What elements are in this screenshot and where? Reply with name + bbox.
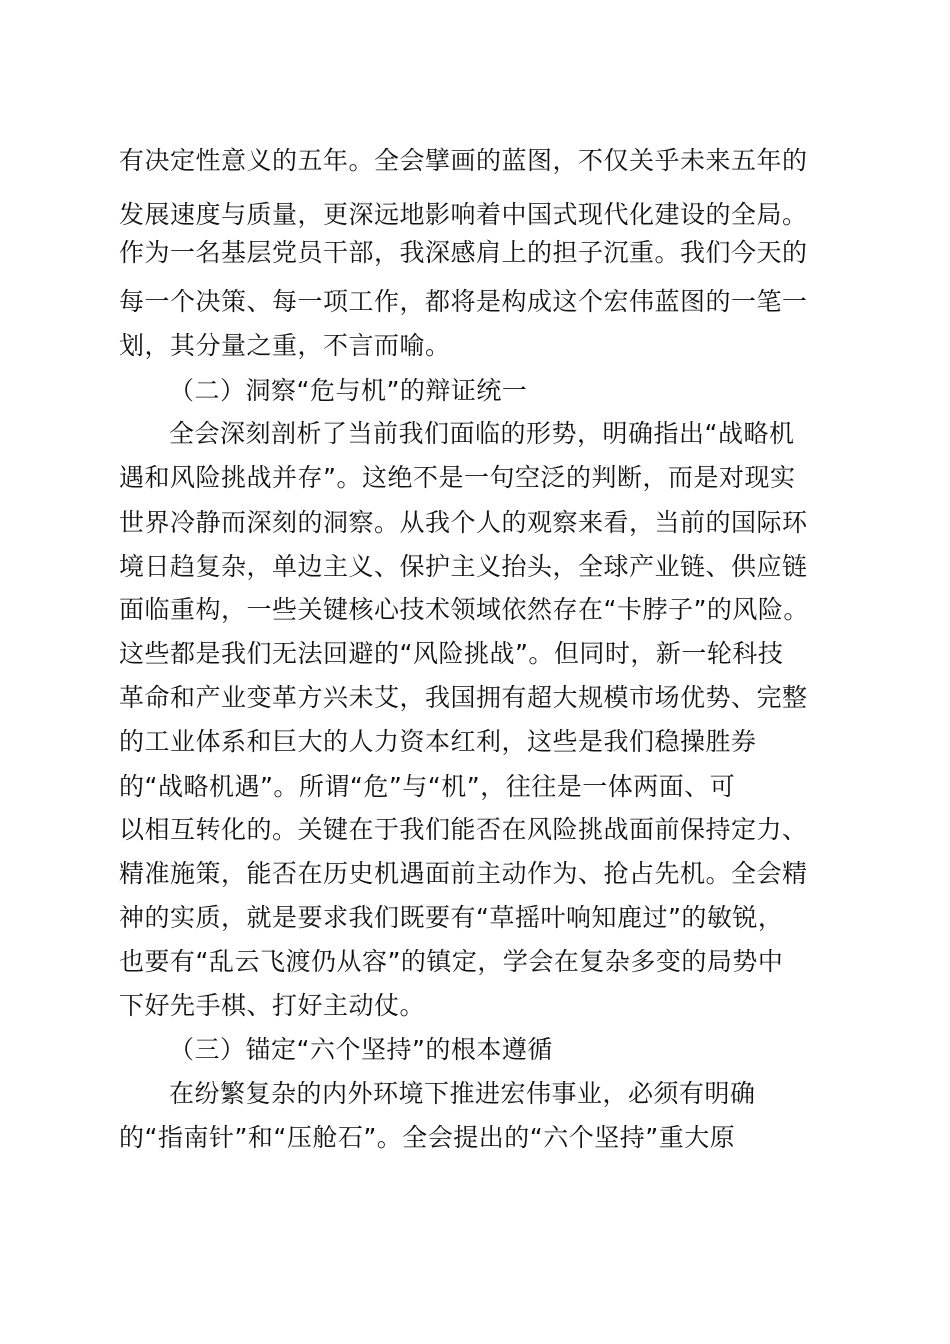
text-line: 面临重构，一些关键核心技术领域依然存在“卡脖子”的风险。 (119, 595, 809, 624)
text-line: 以相互转化的。关键在于我们能否在风险挑战面前保持定力、 (119, 815, 808, 844)
text-line: 的“战略机遇”。所谓“危”与“机”，往往是一体两面、可 (119, 772, 736, 801)
text-line: 神的实质，就是要求我们既要有“草摇叶响知鹿过”的敏锐， (119, 903, 784, 932)
text-line: 划，其分量之重，不言而喻。 (119, 331, 451, 360)
text-line: 这些都是我们无法回避的“风险挑战”。但同时，新一轮科技 (119, 639, 784, 668)
text-line: 有决定性意义的五年。全会擘画的蓝图，不仅关乎未来五年的 (119, 146, 808, 175)
text-line: 的工业体系和巨大的人力资本红利，这些是我们稳操胜券 (119, 727, 757, 756)
text-line: 精准施策，能否在历史机遇面前主动作为、抢占先机。全会精 (119, 859, 808, 888)
text-line: 下好先手棋、打好主动仗。 (119, 991, 426, 1020)
text-line: 也要有“乱云飞渡仍从容”的镇定，学会在复杂多变的局势中 (119, 947, 784, 976)
text-line: 革命和产业变革方兴未艾，我国拥有超大规模市场优势、完整 (119, 683, 808, 712)
text-line: 境日趋复杂，单边主义、保护主义抬头，全球产业链、供应链 (119, 552, 808, 581)
text-line: 作为一名基层党员干部，我深感肩上的担子沉重。我们今天的 (119, 238, 808, 267)
text-line: 发展速度与质量，更深远地影响着中国式现代化建设的全局。 (119, 200, 808, 229)
paragraph-first-line: 全会深刻剖析了当前我们面临的形势，明确指出“战略机 (169, 419, 795, 448)
section-heading-3: （三）锚定“六个坚持”的根本遵循 (169, 1035, 553, 1064)
section-heading-2: （二）洞察“危与机”的辩证统一 (169, 376, 528, 405)
text-line: 每一个决策、每一项工作，都将是构成这个宏伟蓝图的一笔一 (119, 287, 808, 316)
text-line: 世界冷静而深刻的洞察。从我个人的观察来看，当前的国际环 (119, 508, 808, 537)
text-line: 遇和风险挑战并存”。这绝不是一句空泛的判断，而是对现实 (119, 463, 796, 492)
text-line: 的“指南针”和“压舱石”。全会提出的“六个坚持”重大原 (119, 1123, 736, 1152)
paragraph-first-line: 在纷繁复杂的内外环境下推进宏伟事业，必须有明确 (169, 1079, 756, 1108)
